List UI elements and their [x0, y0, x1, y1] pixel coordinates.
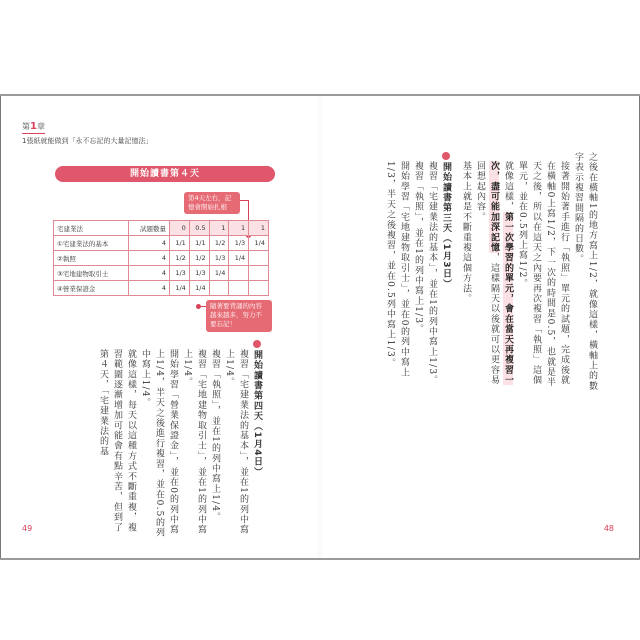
row-cell	[209, 281, 229, 296]
paragraph: 之後在橫軸1的地方寫上1/2，就像這樣，橫軸上的數字表示複習間隔的日數。	[573, 152, 597, 392]
right-page	[320, 96, 640, 558]
review-schedule-table	[53, 220, 269, 296]
row-cell: 1/4	[189, 281, 209, 296]
row-cell: 1/2	[170, 251, 190, 266]
page-number-left: 49	[22, 524, 33, 533]
paragraph: 基本上就是不斷重複這個方法。	[461, 161, 471, 304]
highlight-intro: 就像這樣，	[503, 161, 513, 212]
day3-heading: 開始讀書第三天（1月3日）	[439, 152, 459, 392]
row-count: 4	[129, 266, 170, 281]
table-row	[54, 281, 269, 296]
paragraph: 開始學習「營業保證金」，並在0的列中寫上1/4，半天之後進行複習，並在0.5的列中寫上1/4。	[140, 349, 178, 538]
paragraph: 複習「執照」，並在1的列中寫上1/4。	[210, 349, 220, 523]
left-page	[0, 96, 320, 558]
header-count: 試題數量	[129, 221, 170, 236]
paragraph: 開始學習「宅地建物取引士」，並在0的列中寫上1/3，半天之後複習，並在0.5列中寫上1/3。	[385, 161, 409, 378]
table-header-row	[54, 221, 269, 236]
header-subject: 宅建業法	[54, 221, 129, 236]
row-cell	[229, 266, 249, 281]
header-day: 1	[249, 221, 269, 236]
row-cell: 1/1	[189, 236, 209, 251]
highlight-outro: ，這樣隔天以後就可以更容易回想起內容。	[475, 161, 499, 386]
row-cell	[249, 266, 269, 281]
row-subject: ③宅地建物取引士	[54, 266, 129, 281]
header-day: 1	[209, 221, 229, 236]
callout-top: 第4天左右，記憶會開始扎根	[184, 192, 240, 214]
row-count: 4	[129, 236, 170, 251]
highlighted-text: 第一次學習的單元，會在當天再複習一次，盡可能加深記憶	[489, 161, 513, 386]
paragraph: 複習「執照」，並在1的列中寫上1/3。	[413, 161, 423, 335]
paragraph: 複習「宅建業法的基本」，並在1的列中寫上1/4。	[224, 349, 248, 536]
row-cell: 1/4	[209, 266, 229, 281]
header-day: 0	[170, 221, 190, 236]
book-spread	[0, 94, 640, 560]
row-cell: 1/3	[209, 251, 229, 266]
table-row	[54, 236, 269, 251]
paragraph: 複習「宅地建物取引士」，並在1的列中寫上1/4。	[182, 349, 206, 536]
row-subject: ②執照	[54, 251, 129, 266]
header-day: 1	[229, 221, 249, 236]
table-row	[54, 251, 269, 266]
row-cell: 1/2	[209, 236, 229, 251]
row-cell	[249, 281, 269, 296]
row-cell	[249, 251, 269, 266]
section-banner: 開始讀書第４天	[55, 166, 275, 182]
chapter-suffix: 章	[36, 122, 45, 131]
row-cell: 1/3	[170, 266, 190, 281]
row-count: 4	[129, 251, 170, 266]
paragraph: 接著開始著手進行「執照」單元的試題，完成後就在橫軸0上寫1/2，下一次的時間是0.5，也就是半天之後，所以在這天之內要再次複習「執照」這個單元，並在0.5列上寫1/2。	[517, 161, 569, 388]
left-body-text	[68, 340, 264, 540]
row-cell: 1/4	[170, 281, 190, 296]
right-body-text	[385, 152, 599, 392]
highlight-paragraph	[473, 152, 515, 392]
row-cell: 1/4	[229, 251, 249, 266]
row-cell	[229, 281, 249, 296]
paragraph: 就像這樣，每天以這種方式不斷重複，複習範圍逐漸增加可能會有點辛苦，但到了第４天，「宅建業法的基	[98, 349, 136, 533]
row-count: 4	[129, 281, 170, 296]
row-subject: ④營業保證金	[54, 281, 129, 296]
page-number-right: 48	[603, 524, 614, 533]
chapter-subtitle: 1張紙就能做到「永不忘記的大量記憶法」	[22, 137, 153, 145]
header-day: 0.5	[189, 221, 209, 236]
chapter-header	[22, 114, 152, 146]
chapter-label	[22, 121, 45, 134]
row-cell: 1/1	[170, 236, 190, 251]
paragraph: 複習「宅建業法的基本」，並在1的列中寫上1/3。	[427, 161, 437, 386]
chapter-prefix: 第	[22, 122, 30, 131]
row-subject: ①宅建業法的基本	[54, 236, 129, 251]
row-cell: 1/3	[229, 236, 249, 251]
row-cell: 1/3	[189, 266, 209, 281]
day4-heading: 開始讀書第四天（1月4日）	[250, 340, 264, 540]
table-row	[54, 266, 269, 281]
chapter-number: 1	[30, 121, 37, 132]
row-cell: 1/4	[249, 236, 269, 251]
row-cell: 1/2	[189, 251, 209, 266]
callout-bottom: 隨著要背誦的內容越來越多，努力不要忘記！	[206, 300, 272, 332]
